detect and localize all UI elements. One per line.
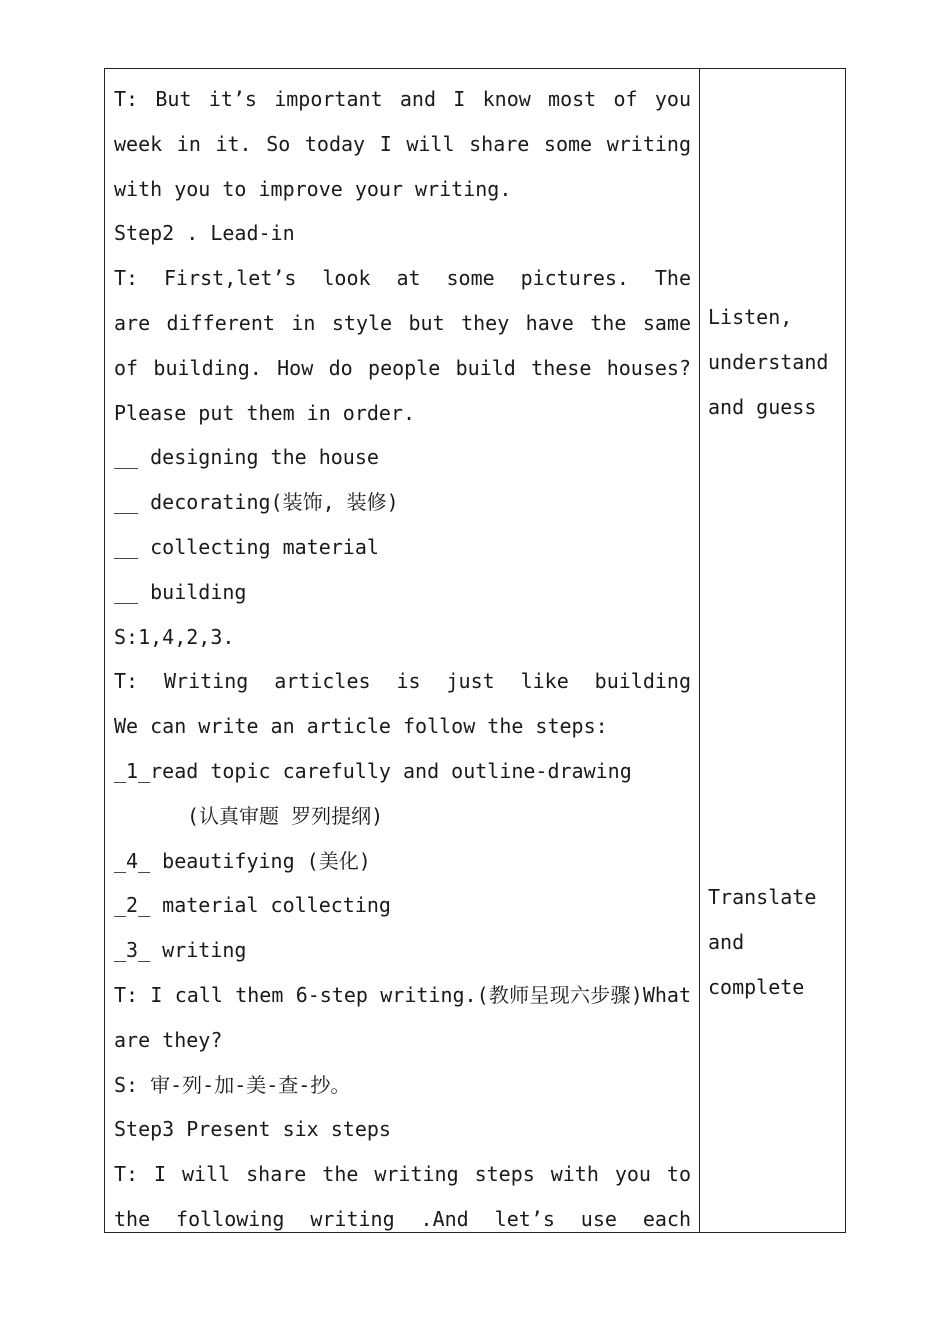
writing-step-item: _1_read topic carefully and outline-drawing: [114, 758, 632, 783]
step-heading: Step2 . Lead-in: [114, 221, 295, 246]
text-line: We can write an article follow the steps:: [114, 714, 608, 739]
side-note-line: Translate: [708, 885, 817, 909]
side-note-line: and guess: [708, 394, 817, 419]
text-line: T: But it’s important and I know most of you: [114, 87, 691, 111]
purpose-column: [700, 69, 845, 1232]
writing-step-item: _3_ writing: [114, 938, 247, 963]
side-note-line: complete: [708, 974, 805, 999]
text-line: T: I will share the writing steps with you to: [114, 1162, 691, 1187]
text-line: are different in style but they have the same: [114, 310, 691, 335]
side-note-line: Listen,: [708, 305, 793, 329]
text-line: week in it. So today I will share some writing: [114, 131, 691, 156]
writing-step-item: _4_ beautifying (美化): [114, 848, 371, 873]
side-note-translate: [708, 875, 816, 1009]
procedure-column: [105, 69, 700, 1232]
text-line: of building. How do people build these houses?: [114, 355, 691, 380]
text-line: T: First,let’s look at some pictures. The: [114, 266, 691, 291]
side-note-line: and: [708, 929, 745, 954]
order-item: __ designing the house: [114, 445, 379, 470]
student-answer: S: 审-列-加-美-查-抄。: [114, 1072, 351, 1097]
student-answer: S:1,4,2,3.: [114, 624, 235, 649]
side-note-line: understand: [708, 349, 829, 374]
order-item: __ building: [114, 579, 247, 604]
text-line: Please put them in order.: [114, 400, 416, 425]
order-item: __ decorating(装饰, 装修): [114, 490, 399, 515]
writing-step-item: _2_ material collecting: [114, 893, 391, 918]
text-line: T: I call them 6-step writing.(教师呈现六步骤)What: [114, 982, 691, 1007]
writing-step-note: (认真审题 罗列提纲): [187, 803, 384, 828]
text-line: with you to improve your writing.: [114, 176, 512, 201]
text-line: the following writing .And let’s use each: [114, 1206, 691, 1231]
side-note-listen: [708, 295, 828, 429]
text-line: are they?: [114, 1027, 223, 1052]
lesson-table: [104, 68, 846, 1233]
text-line: T: Writing articles is just like building: [114, 669, 691, 694]
order-item: __ collecting material: [114, 534, 379, 559]
step-heading: Step3 Present six steps: [114, 1117, 391, 1142]
